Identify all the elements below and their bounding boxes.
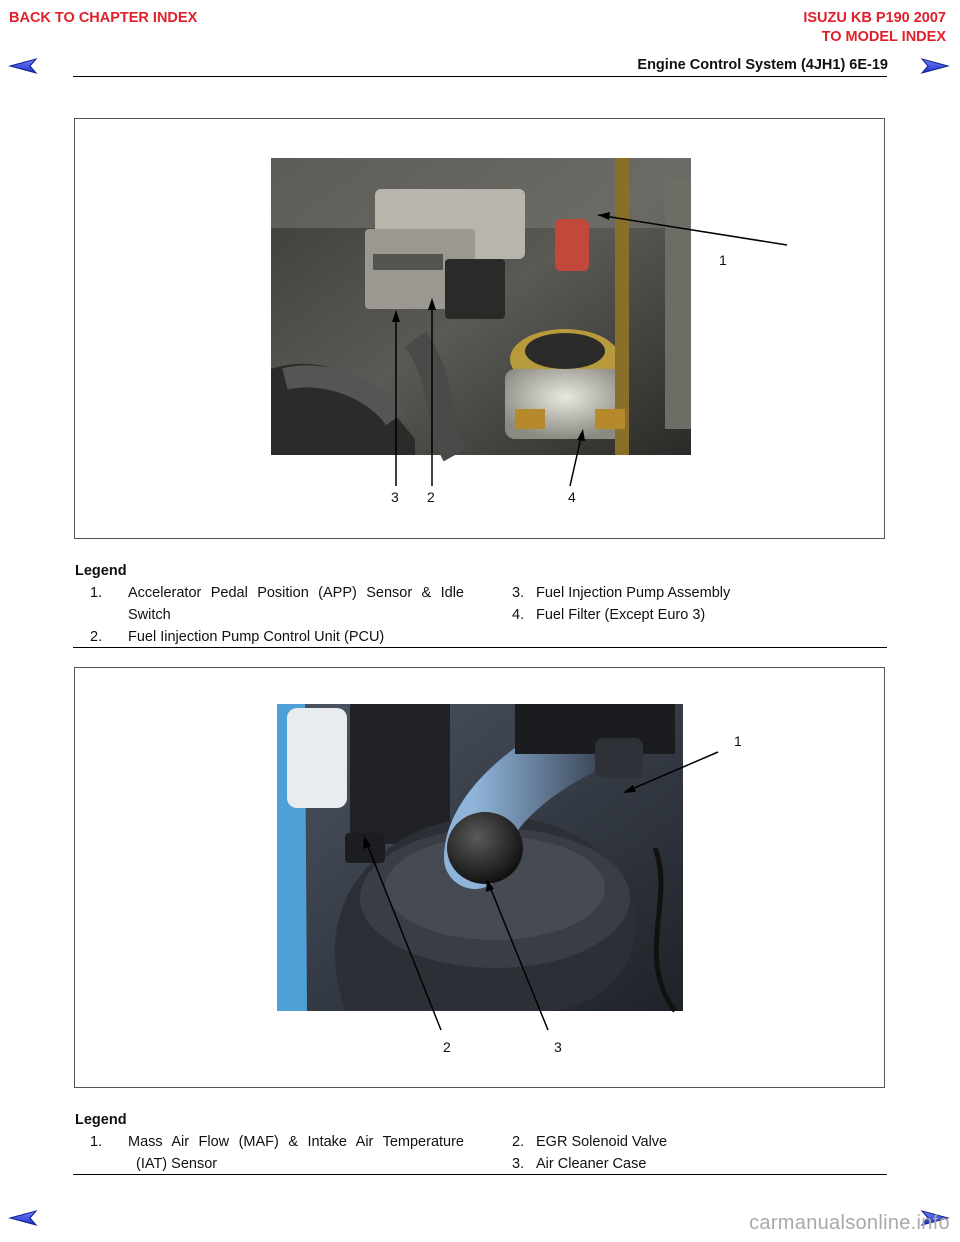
figure2-callout-3: 3 — [554, 1039, 562, 1055]
legend2-item-2-number: 2. — [512, 1134, 525, 1150]
back-to-chapter-index-link[interactable]: BACK TO CHAPTER INDEX — [9, 10, 198, 26]
header-divider — [73, 76, 887, 77]
legend2-item-1-line1: Mass Air Flow (MAF) & Intake Air Temperature — [128, 1134, 464, 1150]
footer-previous-arrow-icon[interactable] — [8, 1209, 38, 1227]
legend2-item-1-number: 1. — [90, 1134, 103, 1150]
figure1-callout-1: 1 — [719, 252, 727, 268]
figure2-callout-1: 1 — [734, 733, 742, 749]
legend1-item-3-number: 3. — [512, 585, 525, 601]
legend1-item-1-line1: Accelerator Pedal Position (APP) Sensor & Idle — [128, 585, 464, 601]
legend2-item-1-line2: (IAT) Sensor — [136, 1156, 218, 1172]
legend2-item-3-number: 3. — [512, 1156, 525, 1172]
legend1-title: Legend — [75, 563, 127, 579]
figure2-photo — [75, 668, 886, 1089]
figure2-callout-2: 2 — [443, 1039, 451, 1055]
legend2-divider — [73, 1174, 887, 1175]
figure1-photo — [75, 119, 886, 540]
next-page-arrow-icon[interactable] — [920, 57, 950, 75]
legend1-item-1-line2: Switch — [128, 607, 171, 623]
legend2-item-2-text: EGR Solenoid Valve — [536, 1134, 668, 1150]
legend1-item-3-text: Fuel Injection Pump Assembly — [536, 585, 731, 601]
legend2-title: Legend — [75, 1112, 127, 1128]
figure1-callout-4: 4 — [568, 489, 576, 505]
legend1-divider — [73, 647, 887, 648]
figure1-callout-3: 3 — [391, 489, 399, 505]
figure-air-cleaner — [74, 667, 885, 1088]
watermark: carmanualsonline.info — [749, 1212, 950, 1234]
page-section-title: Engine Control System (4JH1) 6E-19 — [637, 57, 888, 73]
legend1-item-4-number: 4. — [512, 607, 525, 623]
figure-fuel-injection-pump — [74, 118, 885, 539]
previous-page-arrow-icon[interactable] — [8, 57, 38, 75]
model-title-link[interactable]: ISUZU KB P190 2007 — [803, 10, 946, 26]
legend1-item-2-number: 2. — [90, 629, 103, 645]
legend2-item-3-text: Air Cleaner Case — [536, 1156, 647, 1172]
figure1-callout-2: 2 — [427, 489, 435, 505]
legend1-item-1-number: 1. — [90, 585, 103, 601]
legend1-item-2-text: Fuel Iinjection Pump Control Unit (PCU) — [128, 629, 385, 645]
legend1-item-4-text: Fuel Filter (Except Euro 3) — [536, 607, 706, 623]
to-model-index-link[interactable]: TO MODEL INDEX — [821, 29, 946, 45]
